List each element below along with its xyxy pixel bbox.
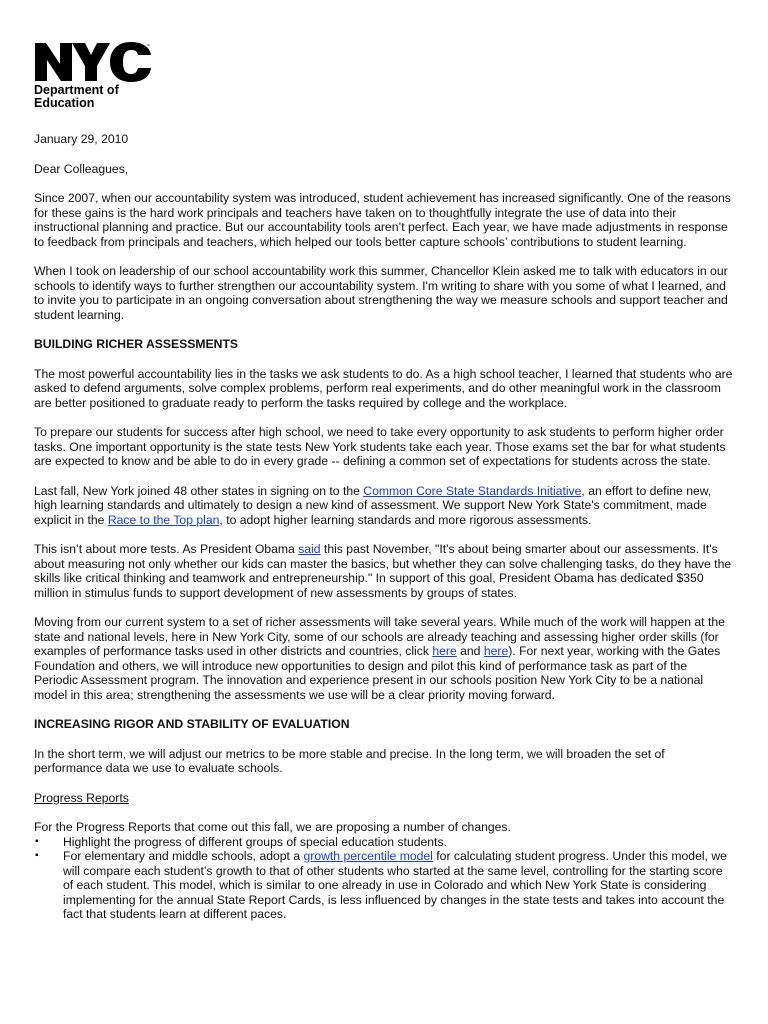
common-core-link[interactable]: Common Core State Standards Initiative: [363, 483, 582, 498]
letter-page: [34, 42, 734, 922]
list-item-text: Highlight the progress of different groups of special education students.: [63, 834, 447, 849]
examples-link-2[interactable]: here: [483, 644, 509, 658]
paragraph-7-text-3: ). For next year, working with the Gates Foundation and others, we will introduce new opportunities to design and pilot this kind of performance task as part of the Periodic Assessment program. The innovation and experience present in our schools position New York City to be a national model in this area; strengthening the assessments we use will be a clear priority moving forward.: [34, 644, 721, 702]
race-to-the-top-link[interactable]: Race to the Top plan: [107, 512, 220, 527]
paragraph-1: Since 2007, when our accountability system was introduced, student achievement has increased significantly. One of the reasons for these gains is the hard work principals and teachers have taken on to thoughtfully integrate the use of data into their instructional planning and practice. But our accountability tools aren’t perfect. Each year, we have made adjustments in response to feedback from principals and teachers, which helped our tools better capture schools’ contributions to student learning.: [34, 191, 731, 249]
svg-text:™: ™: [146, 43, 150, 48]
obama-said-link[interactable]: said: [298, 542, 321, 556]
paragraph-8: In the short term, we will adjust our metrics to be more stable and precise. In the long term, we will broaden the set of performance data we use to evaluate schools.: [34, 746, 665, 775]
department-name: [34, 84, 734, 110]
paragraph-7: [34, 615, 734, 702]
paragraph-5-text-1: Last fall, New York joined 48 other states in signing on to the: [34, 483, 364, 498]
paragraph-5-text-2: , an effort to define new, high learning standards and ultimately to design a new kind of assessment. We support New York State's commitment, made explicit in the: [34, 483, 712, 527]
letter-greeting: Dear Colleagues,: [34, 161, 129, 176]
letter-body: [34, 132, 734, 922]
paragraph-5-text-3: , to adopt higher learning standards and more rigorous assessments.: [219, 512, 592, 527]
paragraph-6-text-1: This isn’t about more tests. As President Obama: [34, 542, 299, 556]
letter-date: January 29, 2010: [34, 132, 129, 146]
list-item-text-2: for calculating student progress. Under this model, we will compare each student’s growth to that of other students who started at the same level, controlling for the starting score of each student. This model, which is similar to one already in use in Colorado and which New York State is considering implementing for the annual State Report Cards, is less influenced by changes in the state tests and takes into account the fact that students learn at different paces.: [63, 849, 727, 921]
bullet-icon: ▪: [35, 835, 39, 847]
paragraph-7-text-1: Moving from our current system to a set of richer assessments will take several years. While much of the work will happen at the state and national levels, here in New York City, some of our schools are already teaching and assessing higher order skills (for examples of performance tasks used in other districts and countries, click: [34, 615, 725, 658]
department-line-2: Education: [34, 96, 95, 110]
changes-list: [34, 835, 734, 922]
paragraph-3: The most powerful accountability lies in the tasks we ask students to do. As a high school teacher, I learned that students who are asked to defend arguments, solve complex problems, perform real experiments, and do other meaningful work in the classroom are better positioned to graduate ready to perform the tasks required by college and the workplace.: [34, 366, 733, 410]
nyc-logo: [34, 42, 734, 110]
list-item-text-1: For elementary and middle schools, adopt a: [63, 849, 304, 863]
examples-link-1[interactable]: here: [432, 644, 457, 658]
department-line-1: Department of: [34, 83, 119, 97]
list-item: [34, 835, 734, 850]
paragraph-2: When I took on leadership of our school accountability work this summer, Chancellor Klein asked me to talk with educators in our schools to identify ways to further strengthen our accountability system. I'm writing to share with you some of what I learned, and to invite you to participate in an ongoing conversation about strengthening the way we measure schools and support teacher and student learning.: [34, 264, 728, 322]
bullet-icon: ▪: [35, 850, 39, 861]
paragraph-5: [34, 484, 734, 528]
paragraph-7-text-2: and: [456, 644, 484, 658]
progress-reports-subheading: Progress Reports: [34, 790, 129, 805]
paragraph-9: For the Progress Reports that come out this fall, we are proposing a number of changes.: [34, 820, 511, 834]
paragraph-4: To prepare our students for success after high school, we need to take every opportunity to ask students to perform higher order tasks. One important opportunity is the state tests New York students take each year. Those exams set the bar for what students are expected to know and be able to do in every grade -- defining a common set of expectations for students across the state.: [34, 425, 726, 468]
nyc-logo-icon: [34, 42, 152, 82]
section-heading-evaluation: INCREASING RIGOR AND STABILITY OF EVALUATION: [34, 717, 350, 731]
section-heading-assessments: BUILDING RICHER ASSESSMENTS: [34, 337, 239, 351]
paragraph-6: [34, 542, 734, 600]
list-item: [34, 849, 734, 922]
growth-percentile-link[interactable]: growth percentile model: [303, 849, 433, 863]
paragraph-6-text-2: this past November, "It's about being smarter about our assessments. It's about measuring not only whether our kids can master the basics, but whether they can solve challenging tasks, do they have the skills like critical thinking and teamwork and entrepreneurship." In support of this goal, President Obama has dedicated $350 million in stimulus funds to support development of new assessments by groups of states.: [34, 542, 732, 600]
